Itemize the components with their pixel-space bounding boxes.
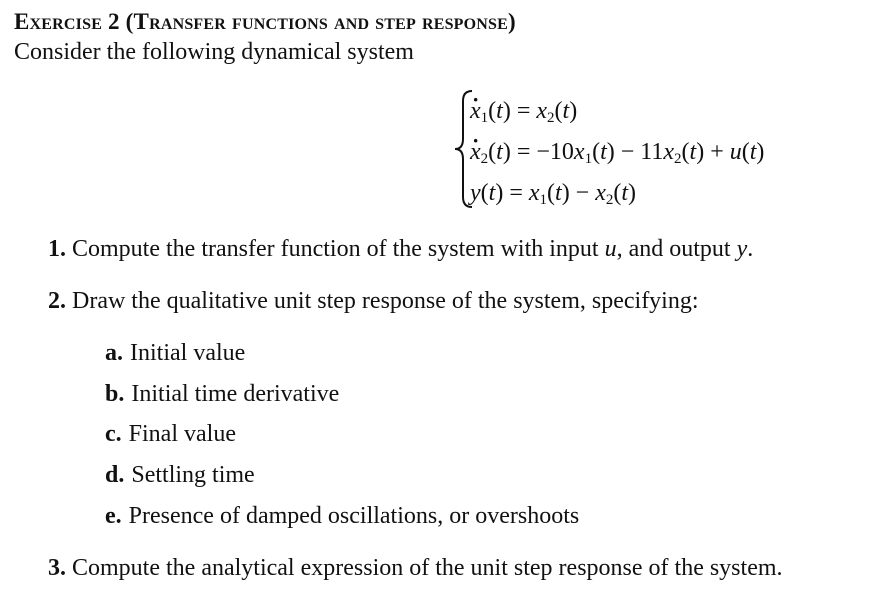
equation-1: · $x_1(t) = x_2(t)$ <box>470 98 577 125</box>
subitem-e: e. Presence of damped oscillations, or overshoots <box>105 503 580 529</box>
state-x1-dot: · x <box>470 98 481 125</box>
subitem-b: b. Initial time derivative <box>105 381 340 407</box>
equation-2: · $x_2(t) = -10x_1(t) - 11x_2(t) + u(t)$ <box>470 139 764 166</box>
question-2: 2. Draw the qualitative unit step response of the system, specifying: <box>48 288 699 314</box>
exercise-title: Exercise 2 (Transfer functions and step response) <box>14 9 516 34</box>
question-3: 3. Compute the analytical expression of the unit step response of the system. <box>48 555 783 581</box>
equation-3: $y(t) = x_1(t) - x_2(t)$ <box>470 180 637 208</box>
intro-text: Consider the following dynamical system <box>14 39 414 65</box>
subitem-a: a. Initial value <box>105 340 246 366</box>
subitem-c: c. Final value <box>105 421 236 447</box>
state-x2-dot: · x <box>470 139 481 166</box>
question-1: 1. Compute the transfer function of the system with input u, and output y. <box>48 236 754 262</box>
subitem-d: d. Settling time <box>105 462 255 488</box>
